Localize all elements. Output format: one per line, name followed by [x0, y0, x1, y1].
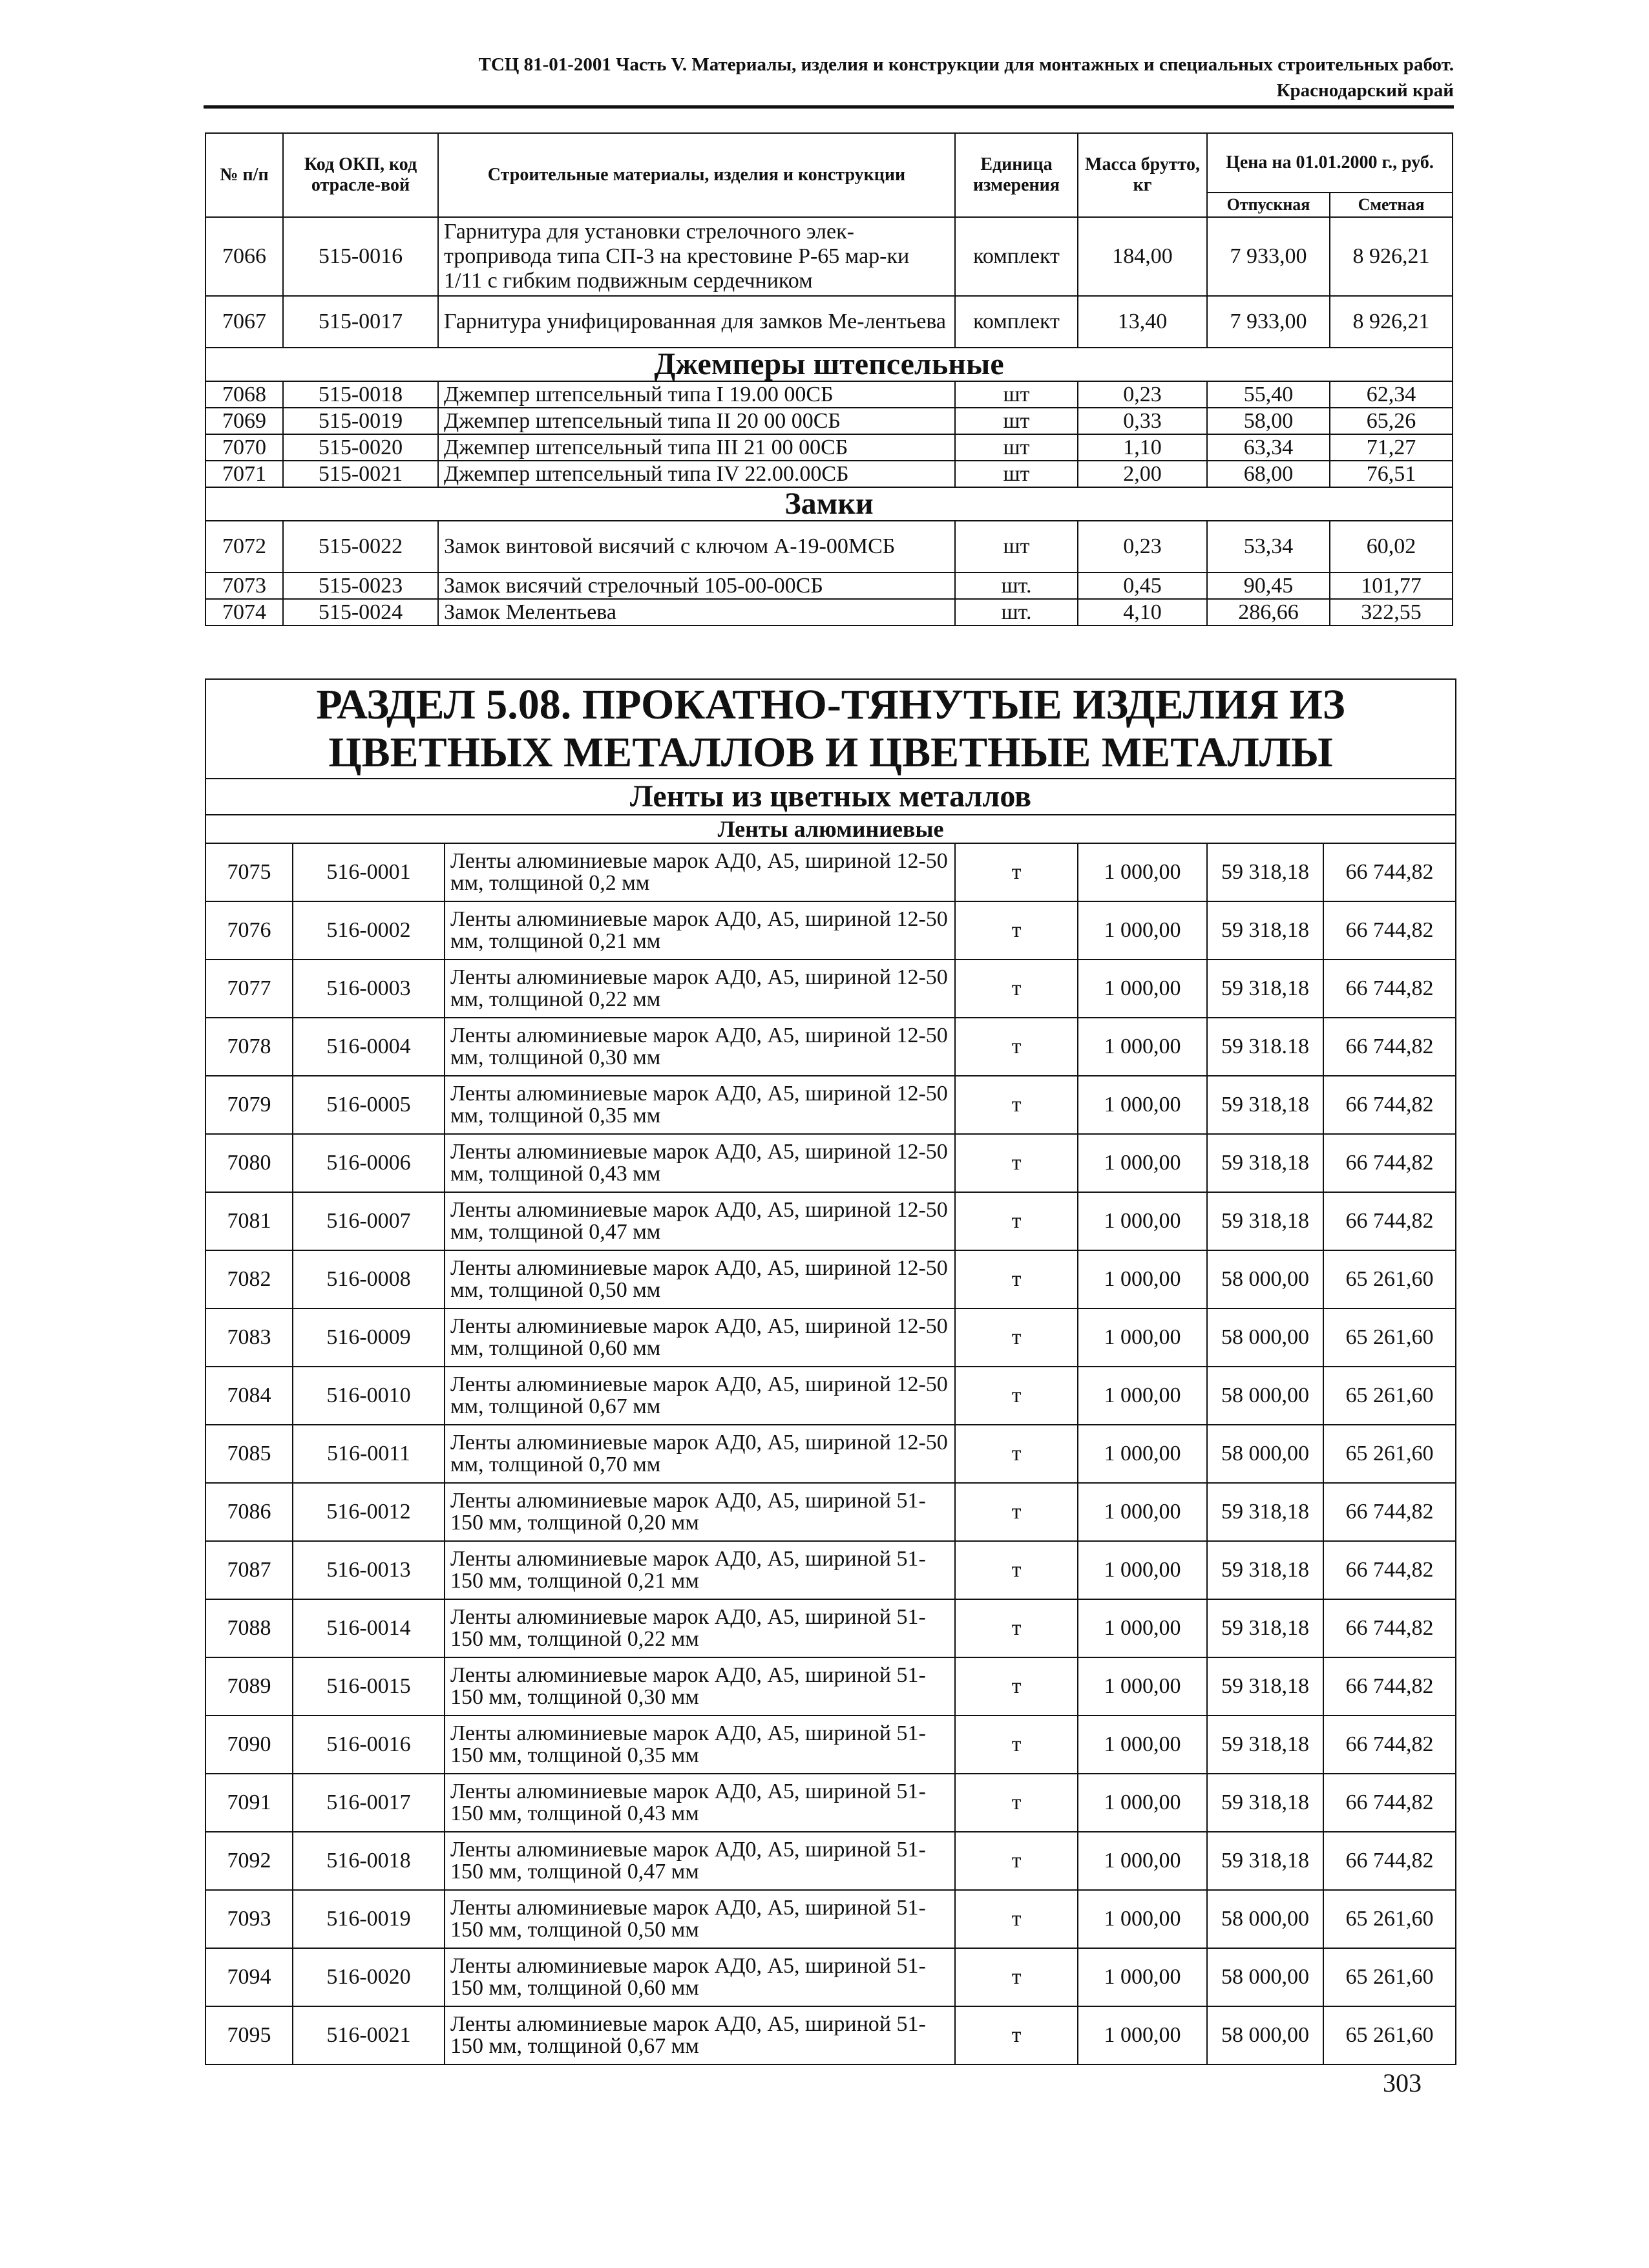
cell-estimate: 65 261,60: [1323, 1425, 1456, 1483]
cell-estimate: 322,55: [1330, 599, 1453, 625]
cell-unit: т: [955, 1483, 1078, 1541]
cell-estimate: 65,26: [1330, 408, 1453, 434]
cell-num: 7085: [205, 1425, 293, 1483]
col-unit-header: Единица измерения: [955, 133, 1078, 217]
cell-release: 7 933,00: [1207, 217, 1330, 296]
cell-name: Ленты алюминиевые марок АД0, А5, шириной 51-150 мм, толщиной 0,60 мм: [445, 1948, 955, 2006]
cell-estimate: 65 261,60: [1323, 2006, 1456, 2064]
cell-name: Ленты алюминиевые марок АД0, А5, шириной 51-150 мм, толщиной 0,67 мм: [445, 2006, 955, 2064]
cell-estimate: 65 261,60: [1323, 1890, 1456, 1948]
cell-mass: 1 000,00: [1078, 1367, 1207, 1425]
cell-code: 516-0011: [293, 1425, 445, 1483]
header-title: ТСЦ 81-01-2001 Часть V. Материалы, изделия и конструкции для монтажных и специальных строительных работ.: [478, 54, 1454, 75]
cell-estimate: 66 744,82: [1323, 901, 1456, 960]
table-row: [205, 1599, 1456, 1657]
cell-name: Ленты алюминиевые марок АД0, А5, шириной 51-150 мм, толщиной 0,22 мм: [445, 1599, 955, 1657]
cell-code: 516-0002: [293, 901, 445, 960]
cell-estimate: 66 744,82: [1323, 1541, 1456, 1599]
cell-release: 59 318,18: [1207, 1541, 1323, 1599]
cell-unit: т: [955, 1250, 1078, 1308]
cell-mass: 0,45: [1078, 572, 1207, 599]
cell-release: 90,45: [1207, 572, 1330, 599]
table-row: [205, 381, 1453, 408]
cell-unit: т: [955, 960, 1078, 1018]
cell-unit: шт: [955, 521, 1078, 572]
table-row: [205, 1192, 1456, 1250]
cell-num: 7074: [205, 599, 283, 625]
cell-unit: т: [955, 1367, 1078, 1425]
cell-release: 59 318,18: [1207, 1832, 1323, 1890]
table-row: [205, 1367, 1456, 1425]
group-row: [205, 487, 1453, 521]
cell-num: 7079: [205, 1076, 293, 1134]
table-row: [205, 434, 1453, 461]
cell-mass: 1,10: [1078, 434, 1207, 461]
cell-name: Гарнитура унифицированная для замков Ме-лентьева: [438, 296, 955, 348]
col-num-header: № п/п: [205, 133, 283, 217]
cell-num: 7092: [205, 1832, 293, 1890]
cell-code: 516-0019: [293, 1890, 445, 1948]
group-row: [205, 348, 1453, 381]
cell-num: 7095: [205, 2006, 293, 2064]
cell-mass: 1 000,00: [1078, 1018, 1207, 1076]
cell-name: Замок Мелентьева: [438, 599, 955, 625]
cell-estimate: 66 744,82: [1323, 1018, 1456, 1076]
cell-name: Ленты алюминиевые марок АД0, А5, шириной 12-50 мм, толщиной 0,21 мм: [445, 901, 955, 960]
cell-estimate: 65 261,60: [1323, 1948, 1456, 2006]
cell-num: 7081: [205, 1192, 293, 1250]
cell-code: 516-0008: [293, 1250, 445, 1308]
cell-code: 515-0019: [283, 408, 438, 434]
cell-unit: т: [955, 1308, 1078, 1367]
cell-unit: т: [955, 1425, 1078, 1483]
cell-unit: комплект: [955, 296, 1078, 348]
cell-mass: 1 000,00: [1078, 1483, 1207, 1541]
table-row: [205, 408, 1453, 434]
cell-mass: 1 000,00: [1078, 1716, 1207, 1774]
table-row: [205, 572, 1453, 599]
cell-release: 68,00: [1207, 461, 1330, 487]
cell-estimate: 66 744,82: [1323, 1774, 1456, 1832]
cell-code: 515-0017: [283, 296, 438, 348]
cell-name: Ленты алюминиевые марок АД0, А5, шириной 51-150 мм, толщиной 0,30 мм: [445, 1657, 955, 1716]
cell-unit: т: [955, 1018, 1078, 1076]
cell-release: 286,66: [1207, 599, 1330, 625]
subgroup-row: [205, 815, 1456, 843]
cell-estimate: 66 744,82: [1323, 843, 1456, 901]
group-tapes-title: Ленты из цветных металлов: [205, 779, 1456, 815]
cell-code: 516-0017: [293, 1774, 445, 1832]
cell-release: 59 318.18: [1207, 1018, 1323, 1076]
cell-num: 7073: [205, 572, 283, 599]
cell-num: 7088: [205, 1599, 293, 1657]
cell-mass: 1 000,00: [1078, 2006, 1207, 2064]
cell-release: 59 318,18: [1207, 1076, 1323, 1134]
cell-estimate: 62,34: [1330, 381, 1453, 408]
cell-num: 7067: [205, 296, 283, 348]
cell-estimate: 71,27: [1330, 434, 1453, 461]
table-header-row: [205, 133, 1453, 193]
cell-estimate: 66 744,82: [1323, 1192, 1456, 1250]
cell-unit: шт: [955, 461, 1078, 487]
cell-unit: шт: [955, 434, 1078, 461]
cell-mass: 1 000,00: [1078, 1599, 1207, 1657]
table-row: [205, 2006, 1456, 2064]
cell-code: 516-0012: [293, 1483, 445, 1541]
cell-code: 516-0014: [293, 1599, 445, 1657]
cell-release: 59 318,18: [1207, 1483, 1323, 1541]
cell-num: 7089: [205, 1657, 293, 1716]
cell-num: 7087: [205, 1541, 293, 1599]
cell-unit: т: [955, 843, 1078, 901]
cell-mass: 1 000,00: [1078, 1250, 1207, 1308]
cell-estimate: 65 261,60: [1323, 1308, 1456, 1367]
cell-code: 516-0018: [293, 1832, 445, 1890]
cell-name: Ленты алюминиевые марок АД0, А5, шириной 12-50 мм, толщиной 0,47 мм: [445, 1192, 955, 1250]
cell-release: 59 318,18: [1207, 1716, 1323, 1774]
cell-name: Ленты алюминиевые марок АД0, А5, шириной 12-50 мм, толщиной 0,30 мм: [445, 1018, 955, 1076]
table-row: [205, 1948, 1456, 2006]
price-table-lower: [205, 678, 1456, 2065]
cell-unit: т: [955, 1599, 1078, 1657]
cell-name: Ленты алюминиевые марок АД0, А5, шириной 51-150 мм, толщиной 0,20 мм: [445, 1483, 955, 1541]
cell-mass: 0,23: [1078, 521, 1207, 572]
cell-num: 7075: [205, 843, 293, 901]
page-number: 303: [1383, 2068, 1422, 2097]
cell-estimate: 66 744,82: [1323, 1483, 1456, 1541]
table-row: [205, 901, 1456, 960]
cell-mass: 1 000,00: [1078, 1774, 1207, 1832]
cell-num: 7094: [205, 1948, 293, 2006]
table-row: [205, 1716, 1456, 1774]
cell-mass: 1 000,00: [1078, 1308, 1207, 1367]
cell-mass: 2,00: [1078, 461, 1207, 487]
cell-num: 7077: [205, 960, 293, 1018]
cell-num: 7076: [205, 901, 293, 960]
cell-code: 515-0022: [283, 521, 438, 572]
cell-code: 516-0001: [293, 843, 445, 901]
cell-release: 58 000,00: [1207, 1250, 1323, 1308]
cell-name: Джемпер штепсельный типа I 19.00 00СБ: [438, 381, 955, 408]
cell-mass: 1 000,00: [1078, 1541, 1207, 1599]
table-row: [205, 461, 1453, 487]
cell-release: 58 000,00: [1207, 1890, 1323, 1948]
cell-code: 516-0006: [293, 1134, 445, 1192]
cell-name: Ленты алюминиевые марок АД0, А5, шириной 12-50 мм, толщиной 0,60 мм: [445, 1308, 955, 1367]
cell-unit: шт: [955, 381, 1078, 408]
cell-code: 516-0007: [293, 1192, 445, 1250]
table-row: [205, 1890, 1456, 1948]
cell-release: 63,34: [1207, 434, 1330, 461]
cell-mass: 4,10: [1078, 599, 1207, 625]
cell-unit: т: [955, 1134, 1078, 1192]
cell-estimate: 101,77: [1330, 572, 1453, 599]
cell-num: 7086: [205, 1483, 293, 1541]
price-table-upper: [205, 132, 1453, 626]
cell-mass: 1 000,00: [1078, 960, 1207, 1018]
table-row: [205, 1657, 1456, 1716]
cell-code: 516-0010: [293, 1367, 445, 1425]
cell-num: 7069: [205, 408, 283, 434]
cell-release: 58 000,00: [1207, 1948, 1323, 2006]
cell-num: 7080: [205, 1134, 293, 1192]
cell-unit: т: [955, 1657, 1078, 1716]
cell-code: 516-0003: [293, 960, 445, 1018]
cell-name: Ленты алюминиевые марок АД0, А5, шириной 12-50 мм, толщиной 0,43 мм: [445, 1134, 955, 1192]
table-row: [205, 217, 1453, 296]
cell-mass: 1 000,00: [1078, 1890, 1207, 1948]
cell-unit: т: [955, 1716, 1078, 1774]
cell-release: 59 318,18: [1207, 1599, 1323, 1657]
cell-name: Ленты алюминиевые марок АД0, А5, шириной 51-150 мм, толщиной 0,43 мм: [445, 1774, 955, 1832]
cell-name: Ленты алюминиевые марок АД0, А5, шириной 51-150 мм, толщиной 0,35 мм: [445, 1716, 955, 1774]
cell-release: 59 318,18: [1207, 1774, 1323, 1832]
cell-name: Ленты алюминиевые марок АД0, А5, шириной 12-50 мм, толщиной 0,2 мм: [445, 843, 955, 901]
cell-code: 516-0021: [293, 2006, 445, 2064]
cell-name: Ленты алюминиевые марок АД0, А5, шириной 12-50 мм, толщиной 0,22 мм: [445, 960, 955, 1018]
cell-release: 7 933,00: [1207, 296, 1330, 348]
cell-name: Гарнитура для установки стрелочного элек-тропривода типа СП-3 на крестовине Р-65 мар-ки 1/11 с гибким подвижным сердечником: [438, 217, 955, 296]
cell-unit: т: [955, 1541, 1078, 1599]
cell-num: 7072: [205, 521, 283, 572]
cell-estimate: 65 261,60: [1323, 1250, 1456, 1308]
cell-mass: 184,00: [1078, 217, 1207, 296]
cell-unit: т: [955, 1948, 1078, 2006]
cell-name: Ленты алюминиевые марок АД0, А5, шириной 51-150 мм, толщиной 0,47 мм: [445, 1832, 955, 1890]
cell-unit: т: [955, 1076, 1078, 1134]
cell-mass: 1 000,00: [1078, 1425, 1207, 1483]
running-header: [194, 52, 1454, 103]
cell-code: 515-0024: [283, 599, 438, 625]
table-row: [205, 1134, 1456, 1192]
cell-unit: т: [955, 1192, 1078, 1250]
header-region: Краснодарский край: [1276, 80, 1454, 101]
cell-release: 59 318,18: [1207, 843, 1323, 901]
cell-unit: т: [955, 1890, 1078, 1948]
cell-unit: шт.: [955, 572, 1078, 599]
cell-code: 515-0021: [283, 461, 438, 487]
cell-name: Ленты алюминиевые марок АД0, А5, шириной 12-50 мм, толщиной 0,35 мм: [445, 1076, 955, 1134]
cell-mass: 1 000,00: [1078, 1192, 1207, 1250]
cell-name: Ленты алюминиевые марок АД0, А5, шириной 12-50 мм, толщиной 0,67 мм: [445, 1367, 955, 1425]
cell-code: 515-0023: [283, 572, 438, 599]
cell-unit: шт: [955, 408, 1078, 434]
cell-name: Замок висячий стрелочный 105-00-00СБ: [438, 572, 955, 599]
cell-name: Ленты алюминиевые марок АД0, А5, шириной 12-50 мм, толщиной 0,70 мм: [445, 1425, 955, 1483]
col-mass-header: Масса брутто, кг: [1078, 133, 1207, 217]
cell-mass: 1 000,00: [1078, 1948, 1207, 2006]
cell-release: 55,40: [1207, 381, 1330, 408]
cell-unit: т: [955, 1774, 1078, 1832]
cell-estimate: 66 744,82: [1323, 1716, 1456, 1774]
group-row: [205, 779, 1456, 815]
section-row: [205, 679, 1456, 779]
cell-num: 7093: [205, 1890, 293, 1948]
cell-release: 58 000,00: [1207, 2006, 1323, 2064]
cell-num: 7090: [205, 1716, 293, 1774]
header-rule: [204, 105, 1454, 109]
cell-code: 516-0016: [293, 1716, 445, 1774]
cell-mass: 1 000,00: [1078, 901, 1207, 960]
cell-num: 7066: [205, 217, 283, 296]
col-price-header: Цена на 01.01.2000 г., руб.: [1207, 133, 1453, 193]
cell-estimate: 66 744,82: [1323, 1134, 1456, 1192]
cell-estimate: 66 744,82: [1323, 1832, 1456, 1890]
cell-name: Джемпер штепсельный типа III 21 00 00СБ: [438, 434, 955, 461]
cell-mass: 0,23: [1078, 381, 1207, 408]
table-row: [205, 521, 1453, 572]
table-row: [205, 1250, 1456, 1308]
cell-release: 59 318,18: [1207, 1192, 1323, 1250]
cell-unit: т: [955, 901, 1078, 960]
cell-unit: т: [955, 2006, 1078, 2064]
cell-unit: комплект: [955, 217, 1078, 296]
table-row: [205, 1425, 1456, 1483]
cell-num: 7091: [205, 1774, 293, 1832]
cell-release: 58,00: [1207, 408, 1330, 434]
cell-release: 58 000,00: [1207, 1367, 1323, 1425]
cell-estimate: 8 926,21: [1330, 296, 1453, 348]
cell-name: Ленты алюминиевые марок АД0, А5, шириной 51-150 мм, толщиной 0,21 мм: [445, 1541, 955, 1599]
cell-num: 7083: [205, 1308, 293, 1367]
cell-code: 515-0018: [283, 381, 438, 408]
cell-unit: шт.: [955, 599, 1078, 625]
cell-name: Ленты алюминиевые марок АД0, А5, шириной 12-50 мм, толщиной 0,50 мм: [445, 1250, 955, 1308]
table-row: [205, 1774, 1456, 1832]
cell-code: 515-0016: [283, 217, 438, 296]
cell-release: 59 318,18: [1207, 901, 1323, 960]
cell-name: Ленты алюминиевые марок АД0, А5, шириной 51-150 мм, толщиной 0,50 мм: [445, 1890, 955, 1948]
cell-estimate: 76,51: [1330, 461, 1453, 487]
cell-estimate: 66 744,82: [1323, 1657, 1456, 1716]
cell-code: 516-0015: [293, 1657, 445, 1716]
cell-name: Джемпер штепсельный типа II 20 00 00СБ: [438, 408, 955, 434]
group-locks-title: Замки: [205, 487, 1453, 521]
group-jumpers-title: Джемперы штепсельные: [205, 348, 1453, 381]
table-row: [205, 1308, 1456, 1367]
table-row: [205, 1076, 1456, 1134]
table-row: [205, 1483, 1456, 1541]
cell-code: 516-0005: [293, 1076, 445, 1134]
table-row: [205, 1018, 1456, 1076]
cell-num: 7071: [205, 461, 283, 487]
cell-estimate: 65 261,60: [1323, 1367, 1456, 1425]
table-row: [205, 960, 1456, 1018]
cell-code: 516-0013: [293, 1541, 445, 1599]
cell-release: 59 318,18: [1207, 960, 1323, 1018]
cell-estimate: 66 744,82: [1323, 1076, 1456, 1134]
subgroup-aluminum-title: Ленты алюминиевые: [205, 815, 1456, 843]
cell-code: 516-0020: [293, 1948, 445, 2006]
cell-code: 515-0020: [283, 434, 438, 461]
cell-estimate: 66 744,82: [1323, 960, 1456, 1018]
cell-name: Замок винтовой висячий с ключом А-19-00МСБ: [438, 521, 955, 572]
cell-mass: 1 000,00: [1078, 1832, 1207, 1890]
cell-estimate: 66 744,82: [1323, 1599, 1456, 1657]
cell-mass: 13,40: [1078, 296, 1207, 348]
table-row: [205, 843, 1456, 901]
col-estimate-header: Сметная: [1330, 193, 1453, 217]
cell-code: 516-0004: [293, 1018, 445, 1076]
cell-num: 7070: [205, 434, 283, 461]
col-code-header: Код ОКП, код отрасле-вой: [283, 133, 438, 217]
table-row: [205, 1541, 1456, 1599]
cell-release: 59 318,18: [1207, 1657, 1323, 1716]
cell-estimate: 8 926,21: [1330, 217, 1453, 296]
cell-num: 7068: [205, 381, 283, 408]
table-row: [205, 1832, 1456, 1890]
cell-mass: 0,33: [1078, 408, 1207, 434]
cell-release: 58 000,00: [1207, 1425, 1323, 1483]
cell-name: Джемпер штепсельный типа IV 22.00.00СБ: [438, 461, 955, 487]
cell-mass: 1 000,00: [1078, 1657, 1207, 1716]
cell-num: 7078: [205, 1018, 293, 1076]
cell-mass: 1 000,00: [1078, 1076, 1207, 1134]
section-title: РАЗДЕЛ 5.08. ПРОКАТНО-ТЯНУТЫЕ ИЗДЕЛИЯ ИЗ ЦВЕТНЫХ МЕТАЛЛОВ И ЦВЕТНЫЕ МЕТАЛЛЫ: [205, 679, 1456, 779]
cell-num: 7082: [205, 1250, 293, 1308]
table-row: [205, 296, 1453, 348]
cell-release: 53,34: [1207, 521, 1330, 572]
cell-release: 58 000,00: [1207, 1308, 1323, 1367]
cell-mass: 1 000,00: [1078, 1134, 1207, 1192]
cell-code: 516-0009: [293, 1308, 445, 1367]
cell-release: 59 318,18: [1207, 1134, 1323, 1192]
cell-mass: 1 000,00: [1078, 843, 1207, 901]
col-release-header: Отпускная: [1207, 193, 1330, 217]
cell-estimate: 60,02: [1330, 521, 1453, 572]
col-name-header: Строительные материалы, изделия и конструкции: [438, 133, 955, 217]
cell-unit: т: [955, 1832, 1078, 1890]
cell-num: 7084: [205, 1367, 293, 1425]
table-row: [205, 599, 1453, 625]
